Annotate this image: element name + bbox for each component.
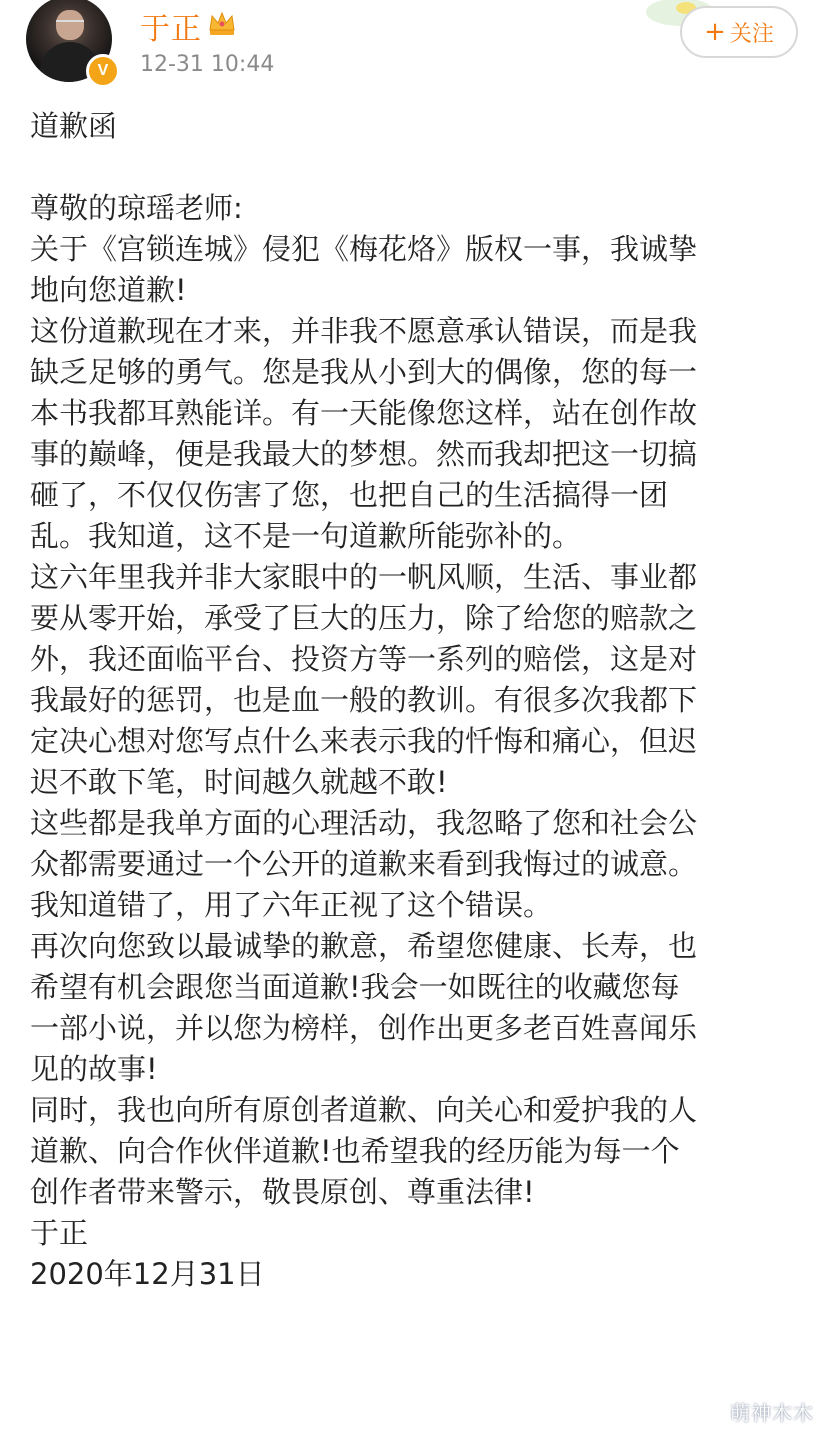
post-line: 道歉、向合作伙伴道歉!也希望我的经历能为每一个 — [30, 1134, 680, 1168]
post-line: 乱。我知道，这不是一句道歉所能弥补的。 — [30, 519, 582, 553]
follow-button[interactable] — [680, 6, 798, 58]
post-content — [30, 106, 810, 1295]
post-line: 关于《宫锁连城》侵犯《梅花烙》版权一事，我诚挚 — [30, 232, 698, 266]
avatar-glasses — [56, 20, 84, 28]
post-line: 这份道歉现在才来，并非我不愿意承认错误，而是我 — [30, 314, 698, 348]
follow-label: 关注 — [729, 21, 774, 47]
post-line: 同时，我也向所有原创者道歉、向关心和爱护我的人 — [30, 1093, 698, 1127]
post-line: 这些都是我单方面的心理活动，我忽略了您和社会公 — [30, 806, 698, 840]
post-line: 迟不敢下笔，时间越久就越不敢! — [30, 765, 448, 799]
post-date: 2020年12月31日 — [30, 1257, 265, 1291]
post-line: 一部小说，并以您为榜样，创作出更多老百姓喜闻乐 — [30, 1011, 698, 1045]
verified-icon: V — [86, 54, 120, 88]
post-line: 这六年里我并非大家眼中的一帆风顺，生活、事业都 — [30, 560, 698, 594]
username[interactable]: 于正 — [140, 12, 202, 47]
post-line: 创作者带来警示，敬畏原创、尊重法律! — [30, 1175, 535, 1209]
post-title: 道歉函 — [30, 109, 118, 143]
post-line: 外，我还面临平台、投资方等一系列的赔偿，这是对 — [30, 642, 698, 676]
post-line: 砸了，不仅仅伤害了您，也把自己的生活搞得一团 — [30, 478, 669, 512]
post-header — [0, 0, 828, 100]
post-line: 定决心想对您写点什么来表示我的忏悔和痛心，但迟 — [30, 724, 698, 758]
post-line: 要从零开始，承受了巨大的压力，除了给您的赔款之 — [30, 601, 698, 635]
post-line: 地向您道歉! — [30, 273, 187, 307]
post-timestamp: 12-31 10:44 — [140, 52, 275, 77]
post-line: 我最好的惩罚，也是血一般的教训。有很多次我都下 — [30, 683, 698, 717]
post-line: 本书我都耳熟能详。有一天能像您这样，站在创作故 — [30, 396, 698, 430]
plus-icon: + — [704, 17, 726, 47]
post-line: 众都需要通过一个公开的道歉来看到我悔过的诚意。 — [30, 847, 698, 881]
post-signature: 于正 — [30, 1216, 89, 1250]
watermark: 萌神木木 — [730, 1401, 814, 1425]
post-line: 缺乏足够的勇气。您是我从小到大的偶像，您的每一 — [30, 355, 698, 389]
post-line: 我知道错了，用了六年正视了这个错误。 — [30, 888, 553, 922]
crown-icon — [206, 8, 238, 38]
post-line: 见的故事! — [30, 1052, 158, 1086]
post-line: 尊敬的琼瑶老师: — [30, 191, 243, 225]
post-line: 事的巅峰，便是我最大的梦想。然而我却把这一切搞 — [30, 437, 698, 471]
post-line: 希望有机会跟您当面道歉!我会一如既往的收藏您每 — [30, 970, 680, 1004]
post-line: 再次向您致以最诚挚的歉意，希望您健康、长寿，也 — [30, 929, 698, 963]
